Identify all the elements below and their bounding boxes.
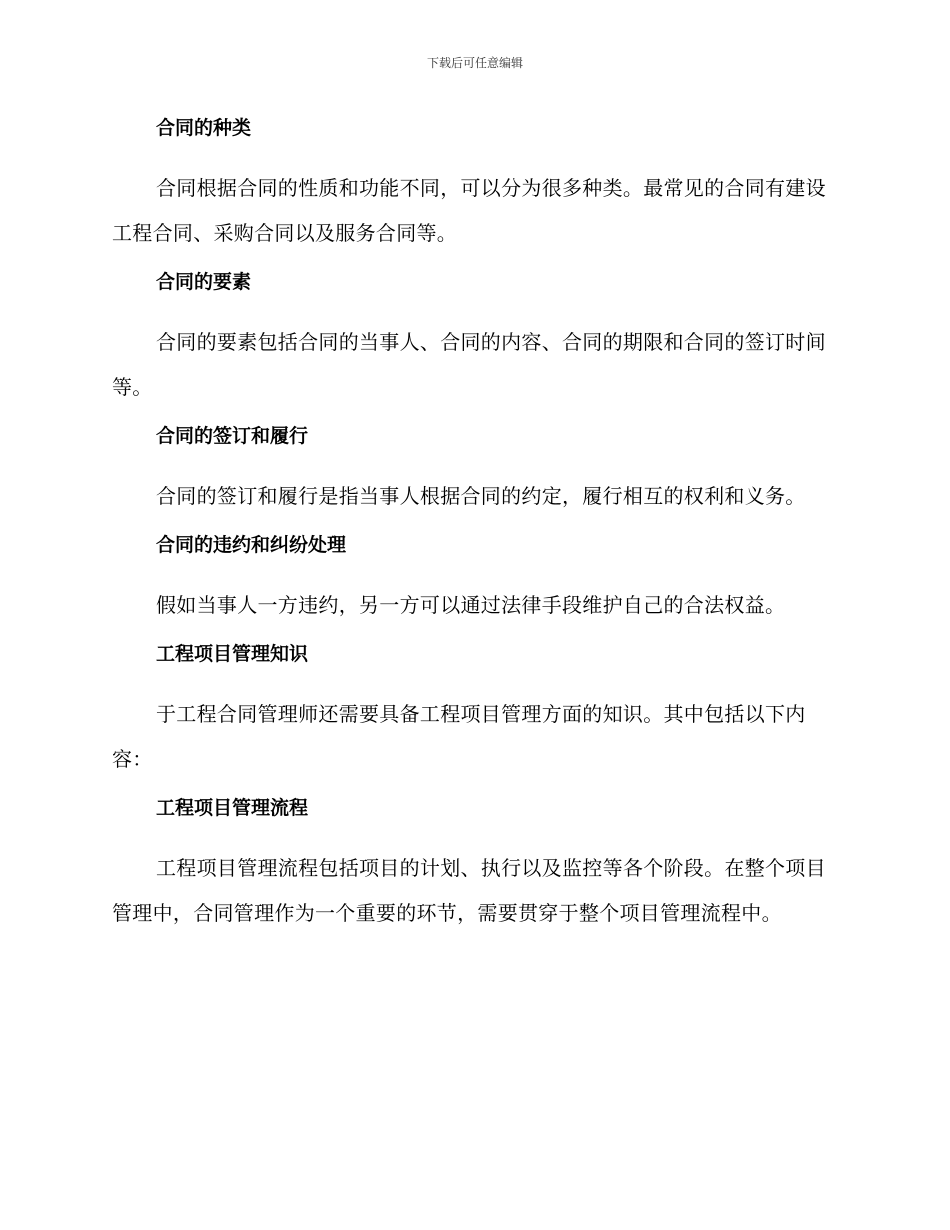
section-heading: 合同的种类 xyxy=(156,117,252,139)
section-paragraph: 于工程合同管理师还需要具备工程项目管理方面的知识。其中包括以下内容： xyxy=(112,702,806,771)
section-project-knowledge xyxy=(112,638,832,782)
section-contract-types xyxy=(112,112,832,256)
section-paragraph: 合同的签订和履行是指当事人根据合同的约定，履行相互的权利和义务。 xyxy=(156,484,806,508)
section-heading: 工程项目管理流程 xyxy=(156,797,309,819)
section-paragraph: 假如当事人一方违约，另一方可以通过法律手段维护自己的合法权益。 xyxy=(156,593,786,617)
section-contract-breach xyxy=(112,529,832,628)
section-heading: 工程项目管理知识 xyxy=(156,643,309,665)
section-paragraph: 合同的要素包括合同的当事人、合同的内容、合同的期限和合同的签订时间等。 xyxy=(112,330,826,399)
section-heading: 合同的签订和履行 xyxy=(156,425,309,447)
section-heading: 合同的违约和纠纷处理 xyxy=(156,534,347,556)
document-body xyxy=(112,112,832,946)
section-contract-elements xyxy=(112,266,832,410)
section-paragraph: 工程项目管理流程包括项目的计划、执行以及监控等各个阶段。在整个项目管理中，合同管理作为一个重要的环节，需要贯穿于整个项目管理流程中。 xyxy=(112,856,826,925)
section-paragraph: 合同根据合同的性质和功能不同，可以分为很多种类。最常见的合同有建设工程合同、采购合同以及服务合同等。 xyxy=(112,176,826,245)
section-project-process xyxy=(112,792,832,936)
page-header: 下载后可任意编辑 xyxy=(426,56,523,70)
section-heading: 合同的要素 xyxy=(156,271,252,293)
section-contract-signing xyxy=(112,420,832,519)
